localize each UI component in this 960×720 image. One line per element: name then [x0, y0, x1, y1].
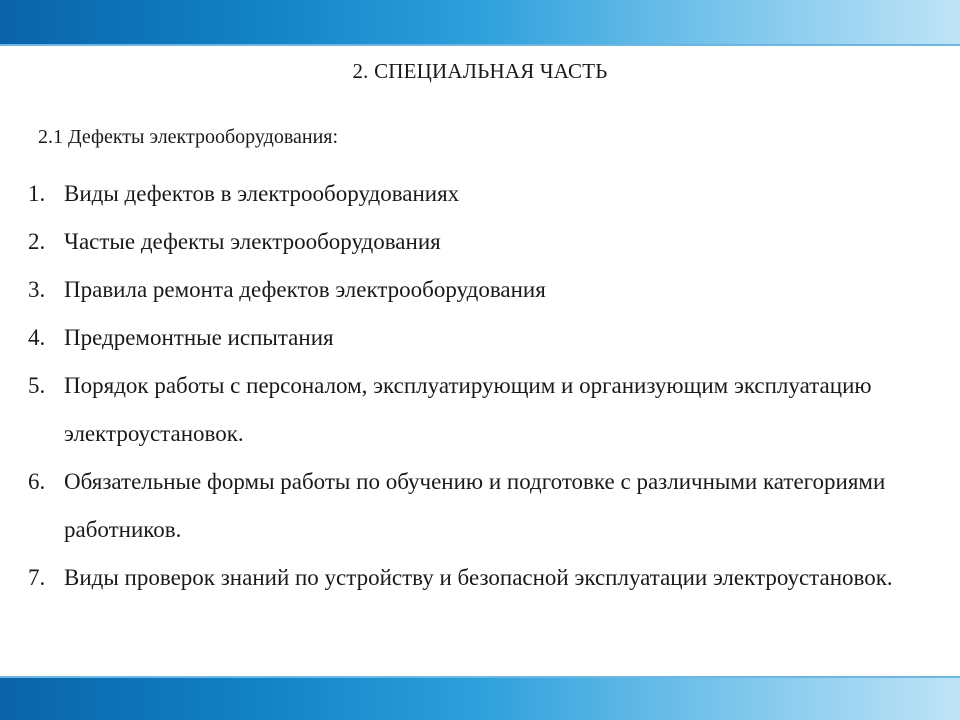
- section-subtitle: 2.1 Дефекты электрооборудования:: [38, 126, 339, 148]
- list-item-number: 5.: [28, 373, 46, 398]
- list-item-3: [0, 266, 900, 314]
- defects-topic-list: [0, 170, 900, 602]
- list-item-number: 1.: [28, 181, 46, 206]
- list-item-text: Частые дефекты электрооборудования: [64, 229, 441, 254]
- list-item-text: Обязательные формы работы по обучению и подготовке с различными категориями работников.: [64, 469, 886, 542]
- slide-title: 2. СПЕЦИАЛЬНАЯ ЧАСТЬ: [352, 59, 608, 83]
- list-item-text: Порядок работы с персоналом, эксплуатирующим и организующим эксплуатацию электроустановок.: [64, 373, 872, 446]
- bottom-footer-band: [0, 676, 960, 720]
- list-item-text: Правила ремонта дефектов электрооборудования: [64, 277, 546, 302]
- list-item-number: 4.: [28, 325, 46, 350]
- list-item-6: [0, 458, 900, 554]
- list-item-number: 6.: [28, 469, 46, 494]
- list-item-text: Виды дефектов в электрооборудованиях: [64, 181, 460, 206]
- list-item-2: [0, 218, 900, 266]
- top-header-band: [0, 0, 960, 46]
- list-item-number: 2.: [28, 229, 46, 254]
- list-item-5: [0, 362, 900, 458]
- list-item-7: [0, 554, 900, 602]
- list-item-1: [0, 170, 900, 218]
- list-item-text: Предремонтные испытания: [64, 325, 334, 350]
- list-item-text: Виды проверок знаний по устройству и безопасной эксплуатации электроустановок.: [64, 565, 893, 590]
- list-item-4: [0, 314, 900, 362]
- list-item-number: 3.: [28, 277, 46, 302]
- list-item-number: 7.: [28, 565, 46, 590]
